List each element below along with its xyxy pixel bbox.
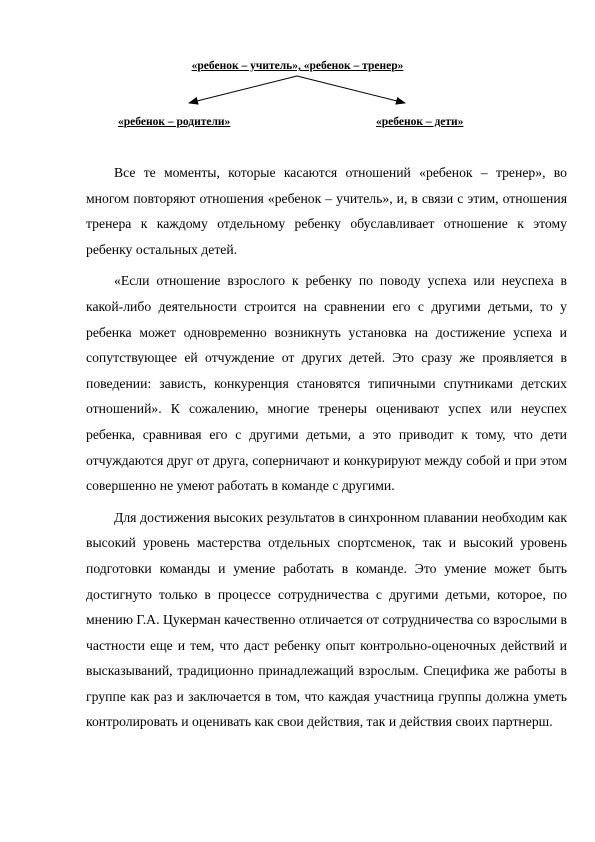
paragraph-2: «Если отношение взрослого к ребенку по поводу успеха или неуспеха в какой-либо деятельности строится на сравнении его с другими детьми, то у ребенка может одновременно возникнуть установка на достижение успеха и сопутствующее ей отчуждение от других детей. Это сразу же проявляется в поведении: зависть, конкуренция становятся типичными спутниками детских отношений». К сожалению, многие тренеры оценивают успех или неуспех ребенка, сравнивая его с другими детьми, а это приводит к тому, что дети отчуждаются друг от друга, соперничают и конкурируют между собой и при этом совершенно не умеют работать в команде с другими. <box>86 273 567 494</box>
paragraph-3: Для достижения высоких результатов в синхронном плавании необходим как высокий уровень мастерства отдельных спортсменок, так и высокий уровень подготовки команды и умение работать в команде. Это умение может быть достигнуто только в процессе сотрудничества с другими детьми, которое, по мнению Г.А. Цукерман качественно отличается от сотрудничества со взрослыми в частности еще и тем, что даст ребенку опыт контрольно-оценочных действий и высказываний, традиционно принадлежащий взрослым. Специфика же работы в группе как раз и заключается в том, что каждая участница группы должна уметь контролировать и оценивать как свои действия, так и действия своих партнерш. <box>86 509 567 730</box>
diagram-right-label: «ребенок – дети» <box>376 116 464 128</box>
diagram-left-label: «ребенок – родители» <box>118 116 231 128</box>
relations-diagram <box>0 0 595 140</box>
diagram-top-label: «ребенок – учитель», «ребенок – тренер» <box>191 60 404 72</box>
arrow-to-children <box>297 76 405 103</box>
paragraph-1: Все те моменты, которые касаются отношений «ребенок – тренер», во многом повторяют отношения «ребенок – учитель», и, в связи с этим, отношения тренера к каждому отдельному ребенку обуславливает отношение к этому ребенку остальных детей. <box>86 165 567 257</box>
diagram-arrows <box>0 0 595 140</box>
arrow-to-parents <box>189 76 297 103</box>
document-body <box>86 160 567 741</box>
